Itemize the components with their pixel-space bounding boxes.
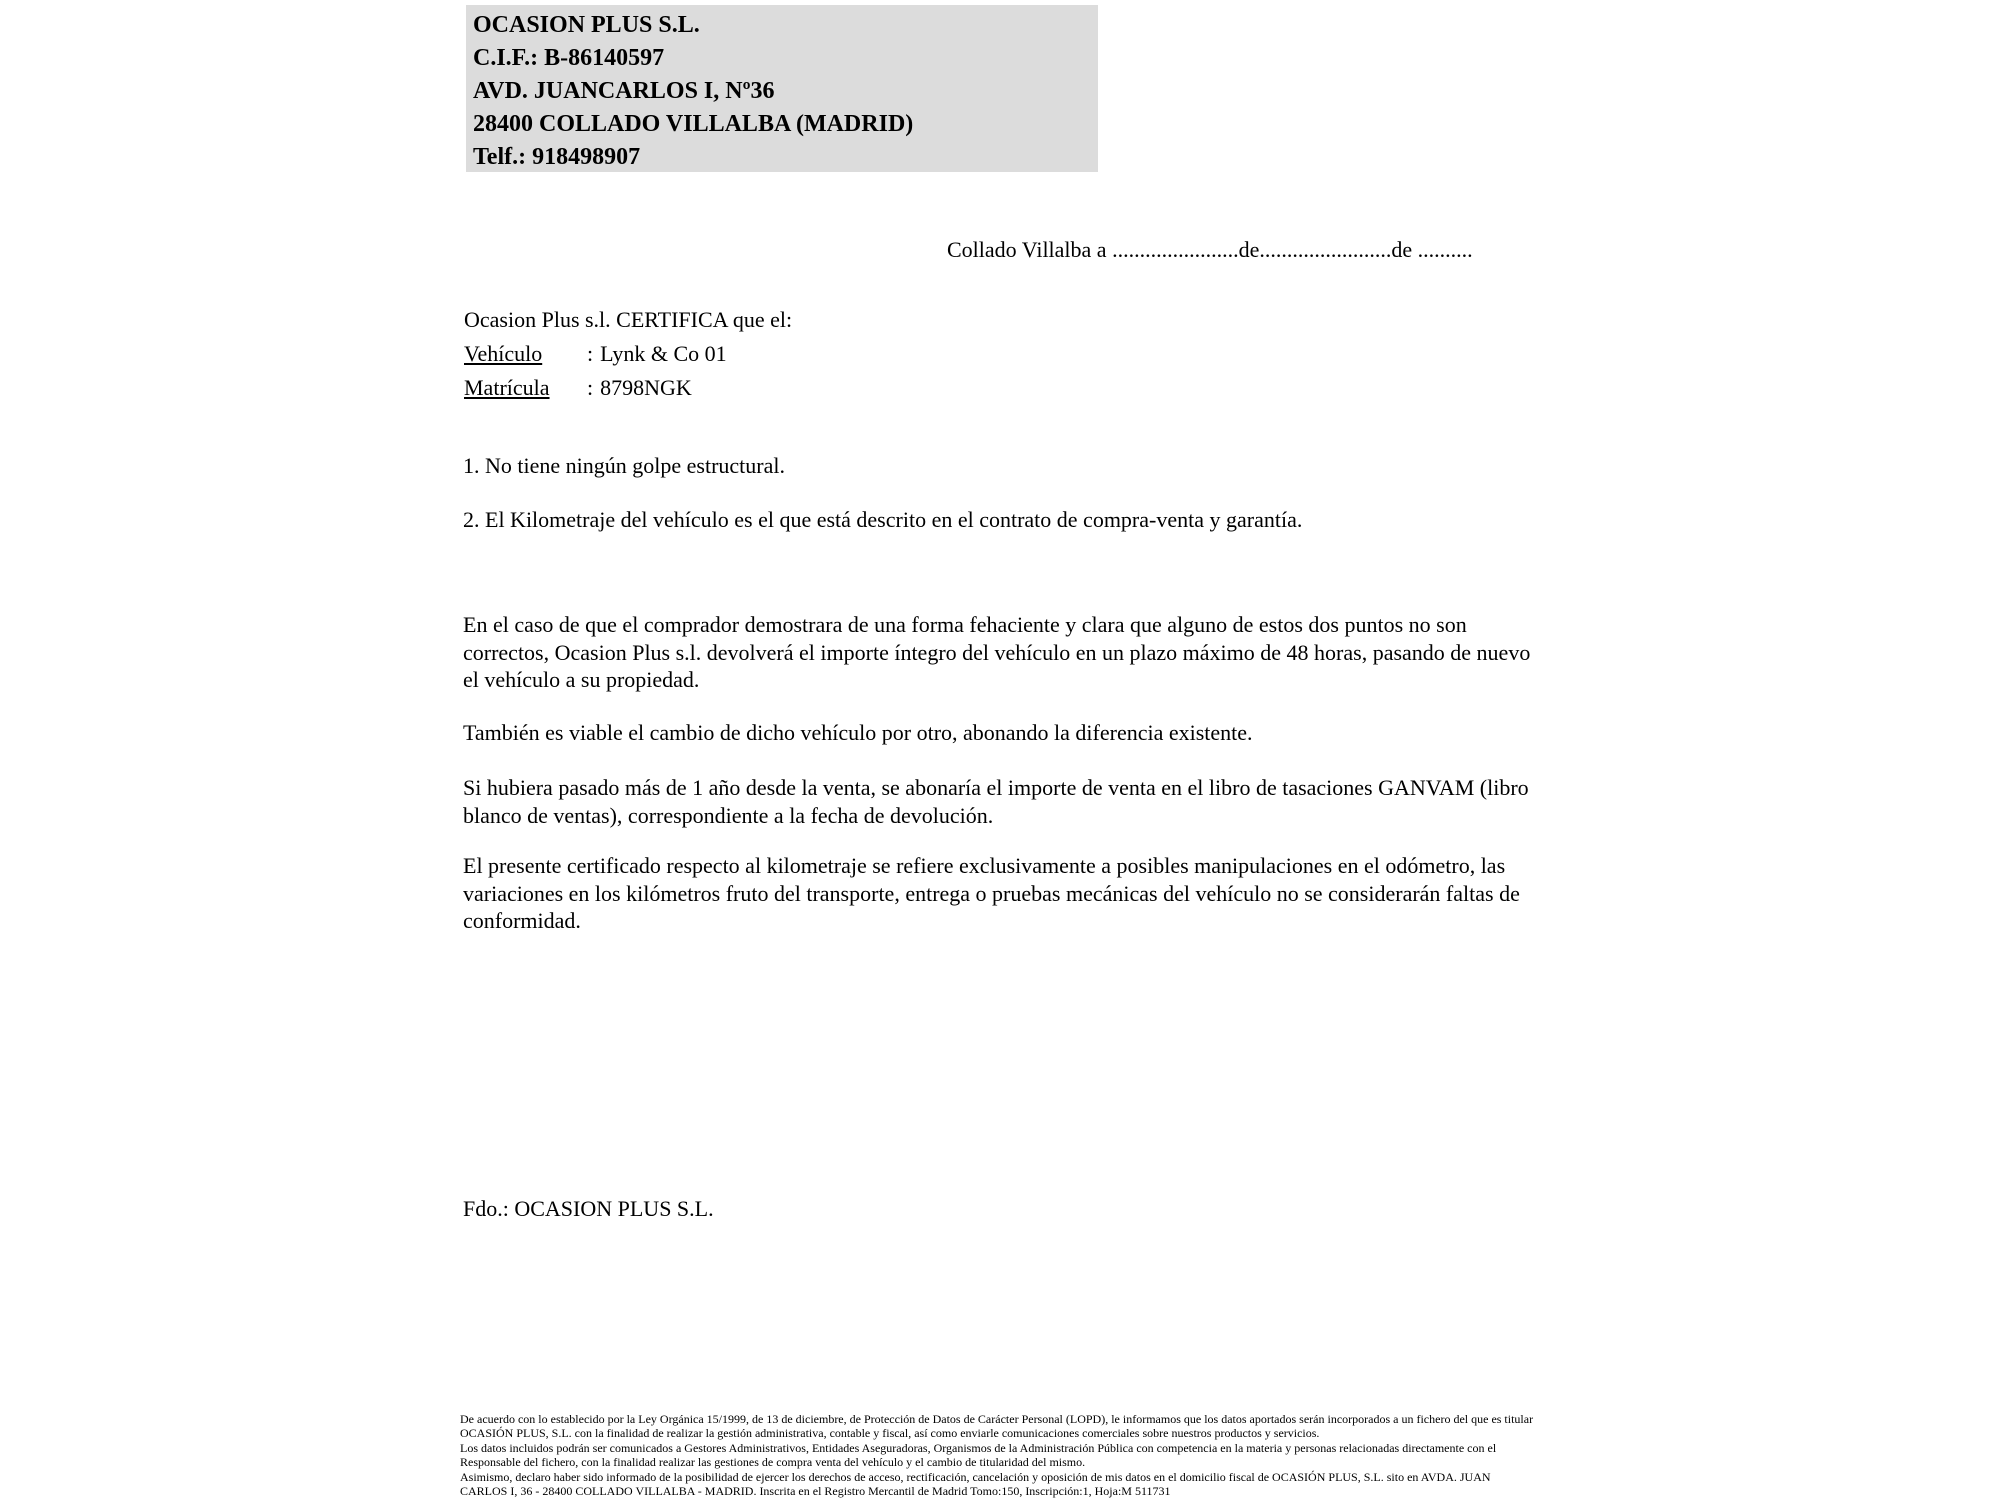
vehicle-colon: : bbox=[587, 341, 594, 366]
company-name: OCASION PLUS S.L. bbox=[473, 12, 700, 38]
company-address: AVD. JUANCARLOS I, Nº36 bbox=[473, 78, 775, 104]
condition-item-1: 1. No tiene ningún golpe estructural. bbox=[463, 453, 785, 478]
company-phone: Telf.: 918498907 bbox=[473, 144, 641, 170]
company-city: 28400 COLLADO VILLALBA (MADRID) bbox=[473, 111, 914, 137]
paragraph-refund: En el caso de que el comprador demostrara de una forma fehaciente y clara que alguno de estos dos puntos no son correctos, Ocasion Plus s.l. devolverá el importe íntegro del vehículo en un plazo máximo de 48 horas, pasando de nuevo el vehículo a su propiedad. bbox=[463, 612, 1531, 692]
paragraph-ganvam: Si hubiera pasado más de 1 año desde la venta, se abonaría el importe de venta en el libro de tasaciones GANVAM (libro blanco de ventas), correspondiente a la fecha de devolución. bbox=[463, 775, 1529, 828]
footer-line: Asimismo, declaro haber sido informado de la posibilidad de ejercer los derechos de acceso, rectificación, cancelación y oposición de mis datos en el domicilio fiscal de OCASIÓN PLUS, S.L. sito en AVDA. JUAN bbox=[460, 1469, 1491, 1484]
plate-value: 8798NGK bbox=[600, 375, 692, 400]
date-line: Collado Villalba a .......................de........................de .......... bbox=[947, 237, 1473, 262]
plate-label-cell bbox=[464, 371, 587, 405]
condition-item-2: 2. El Kilometraje del vehículo es el que está descrito en el contrato de compra-venta y garantía. bbox=[463, 507, 1303, 532]
paragraph-exchange: También es viable el cambio de dicho vehículo por otro, abonando la diferencia existente. bbox=[463, 720, 1253, 745]
footer-line: CARLOS I, 36 - 28400 COLLADO VILLALBA - MADRID. Inscrita en el Registro Mercantil de Madrid Tomo:150, Inscripción:1, Hoja:M 511731 bbox=[460, 1484, 1171, 1499]
plate-row bbox=[464, 371, 792, 405]
company-cif: C.I.F.: B-86140597 bbox=[473, 45, 665, 71]
plate-label: Matrícula bbox=[464, 375, 550, 400]
company-header-box bbox=[466, 5, 1098, 172]
vehicle-row bbox=[464, 337, 792, 371]
paragraph-odometer: El presente certificado respecto al kilometraje se refiere exclusivamente a posibles manipulaciones en el odómetro, las variaciones en los kilómetros fruto del transporte, entrega o pruebas mecánicas del vehículo no se considerarán faltas de conformidad. bbox=[463, 853, 1520, 933]
vehicle-label-cell bbox=[464, 337, 587, 371]
footer-line: Responsable del fichero, con la finalidad realizar las gestiones de compra venta del vehículo y el cambio de titularidad del mismo. bbox=[460, 1455, 1086, 1470]
footer-line: De acuerdo con lo establecido por la Ley Orgánica 15/1999, de 13 de diciembre, de Protección de Datos de Carácter Personal (LOPD), le informamos que los datos aportados serán incorporados a un fichero del que es titular bbox=[460, 1412, 1534, 1426]
certify-block bbox=[464, 303, 792, 405]
footer-line: OCASIÓN PLUS, S.L. con la finalidad de realizar la gestión administrativa, contable y fiscal, así como enviarle comunicaciones comerciales sobre nuestros productos y servicios. bbox=[460, 1426, 1320, 1441]
conditions-list bbox=[463, 452, 1302, 534]
footer-line: Los datos incluidos podrán ser comunicados a Gestores Administrativos, Entidades Aseguradoras, Organismos de la Administración Pública con competencia en la materia y personas relacionadas directamente con el bbox=[460, 1440, 1497, 1455]
legal-footer bbox=[460, 1412, 1533, 1498]
vehicle-label: Vehículo bbox=[464, 341, 543, 366]
plate-colon: : bbox=[587, 375, 594, 400]
signature-line: Fdo.: OCASION PLUS S.L. bbox=[463, 1196, 714, 1221]
certify-intro: Ocasion Plus s.l. CERTIFICA que el: bbox=[464, 307, 793, 332]
vehicle-value: Lynk & Co 01 bbox=[600, 341, 727, 366]
